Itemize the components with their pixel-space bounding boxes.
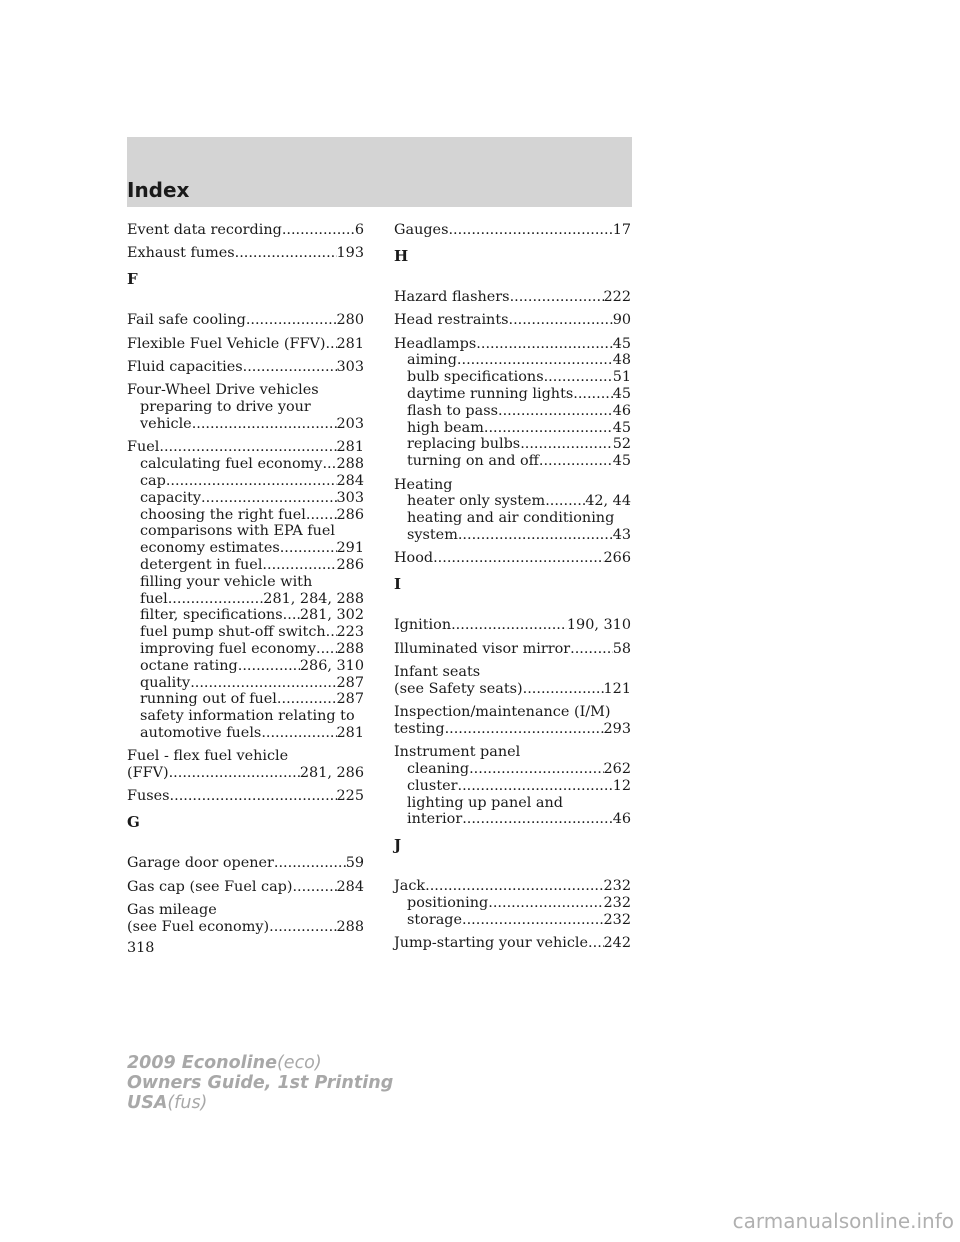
index-header-band xyxy=(127,137,632,207)
dot-leader xyxy=(283,607,300,624)
entry-text: cleaning xyxy=(407,761,470,778)
index-subentry xyxy=(394,403,631,420)
index-entry-line xyxy=(394,477,631,494)
dot-leader xyxy=(433,550,603,567)
index-subentry xyxy=(394,811,631,828)
entry-text: cap xyxy=(140,472,166,489)
entry-text: flash to pass xyxy=(407,402,498,419)
dot-leader xyxy=(520,436,613,453)
entry-text: lighting up panel and xyxy=(407,794,563,811)
dot-leader xyxy=(243,359,337,376)
index-entry-line xyxy=(127,336,364,353)
index-subentry xyxy=(127,507,364,524)
page-reference: 46 xyxy=(612,402,631,419)
index-subentry xyxy=(394,895,631,912)
footer-print-info xyxy=(127,1053,393,1113)
entry-text: Fluid capacities xyxy=(127,358,243,375)
entry-text: detergent in fuel xyxy=(140,556,263,573)
section-letter: I xyxy=(394,575,402,594)
index-entry xyxy=(394,550,631,567)
dot-leader xyxy=(166,473,337,490)
index-entry-line xyxy=(127,245,364,262)
entry-text: Infant seats xyxy=(394,663,481,680)
dot-leader xyxy=(510,289,604,306)
index-entry xyxy=(394,477,631,544)
entry-text: Event data recording xyxy=(127,222,282,238)
dot-leader xyxy=(458,527,613,544)
entry-text: Inspection/maintenance (I/M) xyxy=(394,704,611,721)
index-subentry xyxy=(394,436,631,453)
page-reference: 223 xyxy=(336,624,364,641)
dot-leader xyxy=(262,557,336,574)
index-subentry xyxy=(127,523,364,540)
entry-text: Instrument panel xyxy=(394,744,521,761)
section-letter: G xyxy=(127,813,140,832)
entry-text: preparing to drive your xyxy=(140,399,311,416)
index-subentry xyxy=(127,574,364,591)
entry-text: Illuminated visor mirror xyxy=(394,640,571,657)
index-entry xyxy=(127,788,364,805)
entry-text: (see Fuel economy) xyxy=(127,918,270,935)
index-subentry xyxy=(127,416,364,433)
index-entry-line xyxy=(127,359,364,376)
entry-text: fuel pump shut-off switch xyxy=(140,624,326,641)
index-subentry xyxy=(127,624,364,641)
index-subentry xyxy=(394,527,631,544)
dot-leader xyxy=(462,811,612,828)
index-subentry xyxy=(127,399,364,416)
index-entry-line xyxy=(127,879,364,896)
page-reference: 203 xyxy=(336,415,364,432)
dot-leader xyxy=(484,420,613,437)
page-reference: 286 xyxy=(336,506,364,523)
dot-leader xyxy=(246,312,337,329)
page-reference: 281, 284, 288 xyxy=(263,590,364,607)
entry-text: filling your vehicle with xyxy=(140,573,313,590)
entry-text: bulb specifications xyxy=(407,369,544,386)
index-entry-line xyxy=(394,641,631,658)
dot-leader xyxy=(469,761,603,778)
entry-text: capacity xyxy=(140,489,202,506)
dot-leader xyxy=(545,493,585,510)
footer-market-code: (fus) xyxy=(167,1093,208,1113)
page-reference: 193 xyxy=(336,245,364,262)
dot-leader xyxy=(280,540,337,557)
index-entry-line xyxy=(127,788,364,805)
index-entry xyxy=(394,336,631,470)
index-entry xyxy=(127,382,364,432)
entry-text: Gas cap (see Fuel cap) xyxy=(127,878,293,895)
page-reference: 90 xyxy=(612,312,631,329)
dot-leader xyxy=(573,386,612,403)
index-entry-line xyxy=(394,744,631,761)
entry-text: choosing the right fuel xyxy=(140,506,306,523)
index-entry xyxy=(394,289,631,306)
page-reference: 59 xyxy=(345,855,364,872)
page-reference: 45 xyxy=(612,335,631,352)
entry-text: (see Safety seats) xyxy=(394,680,523,697)
section-letter: H xyxy=(394,246,409,265)
entry-text: octane rating xyxy=(140,657,238,674)
index-entry-line xyxy=(394,312,631,329)
page-reference: 293 xyxy=(603,720,631,737)
page-reference: 281, 302 xyxy=(299,607,364,624)
entry-text: automotive fuels xyxy=(140,724,262,741)
entry-text: Fuel xyxy=(127,439,160,456)
entry-text: Fail safe cooling xyxy=(127,312,246,329)
index-entry xyxy=(127,359,364,376)
page-reference: 286, 310 xyxy=(299,657,364,674)
dot-leader xyxy=(448,222,612,239)
dot-leader xyxy=(539,453,613,470)
page-reference: 286 xyxy=(336,556,364,573)
page-reference: 48 xyxy=(612,352,631,369)
entry-text: safety information relating to xyxy=(140,708,355,725)
entry-text: Fuel - flex fuel vehicle xyxy=(127,748,289,765)
entry-text: comparisons with EPA fuel xyxy=(140,523,336,540)
index-entry xyxy=(394,744,631,828)
page-reference: 45 xyxy=(612,385,631,402)
index-column-left xyxy=(127,222,364,942)
dot-leader xyxy=(292,879,336,896)
index-entry-line xyxy=(394,550,631,567)
watermark-link[interactable]: carmanualsonline.info xyxy=(732,1209,954,1233)
dot-leader xyxy=(451,617,567,634)
index-subentry xyxy=(127,691,364,708)
section-letter: J xyxy=(394,836,402,855)
entry-text: Four-Wheel Drive vehicles xyxy=(127,382,319,399)
index-subentry xyxy=(394,778,631,795)
page-reference: 291 xyxy=(336,540,364,557)
index-entry-line xyxy=(394,617,631,634)
page-reference: 281, 286 xyxy=(299,765,364,782)
dot-leader xyxy=(274,855,346,872)
dot-leader xyxy=(498,403,613,420)
dot-leader xyxy=(544,369,613,386)
page-reference: 225 xyxy=(336,788,364,805)
index-subentry xyxy=(127,641,364,658)
entry-text: aiming xyxy=(407,352,457,369)
page-reference: 284 xyxy=(336,472,364,489)
index-entry xyxy=(127,336,364,353)
page-reference: 287 xyxy=(336,691,364,708)
index-entry xyxy=(394,617,631,634)
page-title: Index xyxy=(127,178,190,202)
index-entry xyxy=(127,748,364,782)
page-reference: 222 xyxy=(603,288,631,305)
index-entry xyxy=(127,245,364,262)
page-reference: 266 xyxy=(603,550,631,567)
index-entry-line xyxy=(127,919,364,936)
index-subentry xyxy=(394,453,631,470)
entry-text: positioning xyxy=(407,895,489,912)
index-entry xyxy=(127,439,364,741)
index-entry-line xyxy=(394,704,631,721)
entry-text: turning on and off xyxy=(407,453,539,470)
page-reference: 43 xyxy=(612,526,631,543)
dot-leader xyxy=(523,681,604,698)
entry-text: Exhaust fumes xyxy=(127,245,235,262)
index-entry xyxy=(394,664,631,698)
index-subentry xyxy=(127,540,364,557)
entry-text: calculating fuel economy xyxy=(140,456,323,473)
index-subentry xyxy=(127,456,364,473)
entry-text: replacing bulbs xyxy=(407,436,521,453)
index-subentry xyxy=(394,493,631,510)
entry-text: improving fuel economy xyxy=(140,640,317,657)
index-entry-line xyxy=(394,878,631,895)
page-reference: 45 xyxy=(612,453,631,470)
index-column-right xyxy=(394,222,631,959)
entry-text: cluster xyxy=(407,777,458,794)
page-reference: 288 xyxy=(336,918,364,935)
dot-leader xyxy=(509,312,613,329)
entry-text: running out of fuel xyxy=(140,691,277,708)
dot-leader xyxy=(322,456,336,473)
page-reference: 281 xyxy=(336,724,364,741)
index-subentry xyxy=(127,708,364,725)
entry-text: Jump-starting your vehicle xyxy=(394,935,589,952)
entry-text: (FFV) xyxy=(127,765,169,782)
index-subentry xyxy=(394,795,631,812)
dot-leader xyxy=(445,721,604,738)
entry-text: storage xyxy=(407,911,463,928)
entry-text: interior xyxy=(407,811,463,828)
footer-market: USA xyxy=(127,1093,168,1113)
page-reference: 288 xyxy=(336,456,364,473)
index-entry-line xyxy=(394,664,631,681)
index-entry-line xyxy=(394,681,631,698)
index-subentry xyxy=(394,510,631,527)
page-number: 318 xyxy=(127,940,155,956)
dot-leader xyxy=(282,222,355,239)
dot-leader xyxy=(269,919,336,936)
dot-leader xyxy=(190,675,336,692)
page-reference: 288 xyxy=(336,640,364,657)
page-reference: 45 xyxy=(612,419,631,436)
page-reference: 303 xyxy=(336,358,364,375)
index-entry xyxy=(394,878,631,928)
dot-leader xyxy=(316,641,337,658)
page-reference: 287 xyxy=(336,674,364,691)
entry-text: Flexible Fuel Vehicle (FFV) xyxy=(127,335,326,352)
index-subentry xyxy=(394,761,631,778)
page-reference: 12 xyxy=(612,777,631,794)
index-subentry xyxy=(127,607,364,624)
footer-model: 2009 Econoline xyxy=(127,1053,277,1073)
dot-leader xyxy=(192,416,337,433)
dot-leader xyxy=(169,765,300,782)
entry-text: heating and air conditioning xyxy=(407,510,615,527)
entry-text: Heating xyxy=(394,476,453,493)
page-reference: 232 xyxy=(603,878,631,895)
index-entry xyxy=(127,222,364,239)
footer-model-code: (eco) xyxy=(276,1053,322,1073)
dot-leader xyxy=(201,490,337,507)
dot-leader xyxy=(159,439,336,456)
index-subentry xyxy=(394,369,631,386)
dot-leader xyxy=(488,895,603,912)
index-entry xyxy=(127,855,364,872)
entry-text: Jack xyxy=(394,878,426,895)
index-entry-line xyxy=(127,855,364,872)
dot-leader xyxy=(235,245,337,262)
page-reference: 281 xyxy=(336,439,364,456)
index-subentry xyxy=(394,912,631,929)
entry-text: heater only system xyxy=(407,493,546,510)
page-reference: 51 xyxy=(612,369,631,386)
page-reference: 121 xyxy=(603,680,631,697)
entry-text: Hood xyxy=(394,550,434,567)
page-reference: 58 xyxy=(612,640,631,657)
index-subentry xyxy=(394,420,631,437)
index-entry xyxy=(127,312,364,329)
index-entry-line xyxy=(127,312,364,329)
entry-text: filter, specifications xyxy=(140,607,283,624)
entry-text: Hazard flashers xyxy=(394,288,510,305)
section-letter: F xyxy=(127,270,138,289)
dot-leader xyxy=(458,778,613,795)
index-entry-line xyxy=(394,935,631,952)
page-reference: 242 xyxy=(603,935,631,952)
dot-leader xyxy=(306,507,337,524)
entry-text: Headlamps xyxy=(394,335,477,352)
entry-text: Gas mileage xyxy=(127,902,217,919)
dot-leader xyxy=(476,336,612,353)
index-subentry xyxy=(127,473,364,490)
index-entry-line xyxy=(127,902,364,919)
page-reference: 6 xyxy=(354,222,364,238)
index-entry xyxy=(394,641,631,658)
index-entry-line xyxy=(394,721,631,738)
dot-leader xyxy=(462,912,604,929)
index-subentry xyxy=(127,591,364,608)
page-reference: 284 xyxy=(336,878,364,895)
dot-leader xyxy=(425,878,603,895)
index-entry xyxy=(127,879,364,896)
entry-text: daytime running lights xyxy=(407,385,574,402)
entry-text: testing xyxy=(394,720,445,737)
entry-text: quality xyxy=(140,674,191,691)
page-reference: 232 xyxy=(603,895,631,912)
dot-leader xyxy=(170,788,337,805)
entry-text: Ignition xyxy=(394,617,452,634)
page-reference: 42, 44 xyxy=(585,493,631,510)
page-reference: 232 xyxy=(603,911,631,928)
index-entry-line xyxy=(394,336,631,353)
index-entry-line xyxy=(127,765,364,782)
page-reference: 52 xyxy=(612,436,631,453)
index-entry-line xyxy=(127,748,364,765)
index-subentry xyxy=(127,658,364,675)
page-reference: 190, 310 xyxy=(566,617,631,634)
index-entry-line xyxy=(394,289,631,306)
index-entry xyxy=(127,902,364,936)
entry-text: economy estimates xyxy=(140,540,280,557)
footer-edition: Owners Guide, 1st Printing xyxy=(127,1073,394,1093)
page-reference: 281 xyxy=(336,335,364,352)
index-subentry xyxy=(394,386,631,403)
page-reference: 280 xyxy=(336,312,364,329)
dot-leader xyxy=(588,935,603,952)
index-subentry xyxy=(127,725,364,742)
entry-text: Gauges xyxy=(394,222,449,238)
index-entry-line xyxy=(394,222,631,239)
dot-leader xyxy=(238,658,300,675)
index-entry xyxy=(394,312,631,329)
dot-leader xyxy=(457,352,613,369)
dot-leader xyxy=(168,591,264,608)
dot-leader xyxy=(261,725,336,742)
entry-text: Garage door opener xyxy=(127,855,274,872)
index-entry-line xyxy=(127,222,364,239)
dot-leader xyxy=(325,336,336,353)
index-subentry xyxy=(127,675,364,692)
entry-text: fuel xyxy=(140,590,168,607)
page-reference: 262 xyxy=(603,761,631,778)
dot-leader xyxy=(570,641,613,658)
page-reference: 303 xyxy=(336,489,364,506)
entry-text: Fuses xyxy=(127,788,170,805)
index-subentry xyxy=(394,352,631,369)
entry-text: high beam xyxy=(407,419,484,436)
entry-text: Head restraints xyxy=(394,312,509,329)
dot-leader xyxy=(326,624,337,641)
index-entry xyxy=(394,704,631,738)
index-subentry xyxy=(127,490,364,507)
page-reference: 46 xyxy=(612,811,631,828)
dot-leader xyxy=(277,691,337,708)
index-subentry xyxy=(127,557,364,574)
entry-text: vehicle xyxy=(140,415,192,432)
index-entry-line xyxy=(127,382,364,399)
index-entry-line xyxy=(127,439,364,456)
index-entry xyxy=(394,935,631,952)
page-reference: 17 xyxy=(612,222,631,238)
entry-text: system xyxy=(407,526,458,543)
index-entry xyxy=(394,222,631,239)
